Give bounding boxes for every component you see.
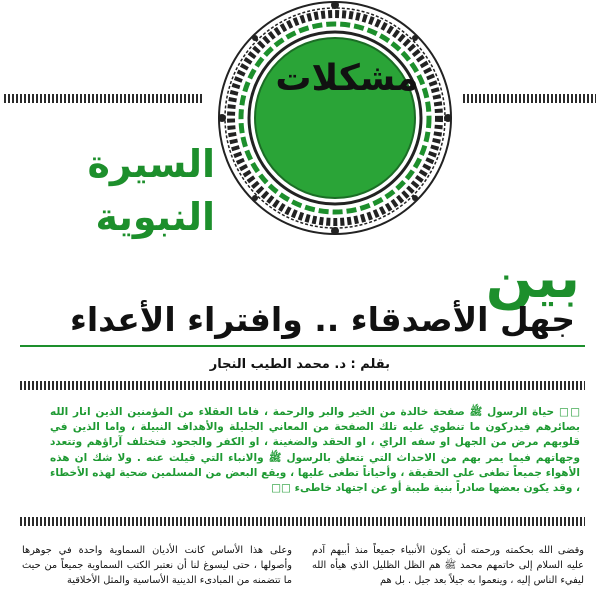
ornamental-bar-mid [20, 381, 585, 390]
ornamental-bar-right [463, 94, 596, 103]
title-nabawiyya: النبوية [95, 195, 215, 239]
ornamental-bar-lower [20, 517, 585, 526]
between-word: بين [485, 246, 580, 311]
column-right-text: وقضى الله بحكمته ورحمته أن يكون الأنبياء جميعاً منذ أبيهم آدم عليه السلام إلى خاتمهم محمد ﷺ هم الظل الظليل الذي هيأه الله ليفيء الناس إليه ، وينعموا به جيلاً بعد جيل . بل هم [312, 545, 584, 586]
ornamental-bar-left [4, 94, 204, 103]
medallion-ornament [205, 0, 465, 255]
intro-paragraph: □□ حياة الرسول ﷺ صفحة خالدة من الخير والبر والرحمة ، فاما العقلاء من المؤمنين الذين انار الله بصائرهم فيدركون ما تنطوي عليه تلك الصفحة من المعاني الجليلة والأهداف النبيلة ، واما الذين في قلوبهم مرض من الجهل او سفه الراي ، او الحقد والضغينة ، او الكفر والجحود فتختلف آراؤهم وتتعدد وجهاتهم فيما يمر بهم من الاحداث التي تتعلق بالرسول ﷺ والانباء التي قيلت عنه . ولا شك ان هذه الأهواء جميعاً تطغى على الحقيقة ، وأحياناً تطغى عليها ، ويقع البعض من المسلمين ضحية لهذه الأخطاء ، وقد يكون بعضها صادراً بنية طيبة أو عن اجتهاد خاطىء □□ [50, 406, 580, 495]
article-subtitle: جهل الأصدقاء .. وافتراء الأعداء [69, 300, 575, 339]
author-byline: بقلم : د. محمد الطيب النجار [209, 357, 390, 372]
column-left [22, 543, 292, 588]
column-left-text: وعلى هذا الأساس كانت الأديان السماوية واحدة في جوهرها وأصولها ، حتى ليسوغ لنا أن نعتبر الكتب السماوية جميعاً من حيث ما تتضمنه من المبادىء الدينية الأساسية والمثل الأخلاقية [22, 545, 292, 586]
main-title: مشكلات [275, 58, 419, 99]
rule-green [20, 345, 585, 347]
column-right [312, 543, 584, 588]
title-sira: السيرة [87, 142, 215, 186]
